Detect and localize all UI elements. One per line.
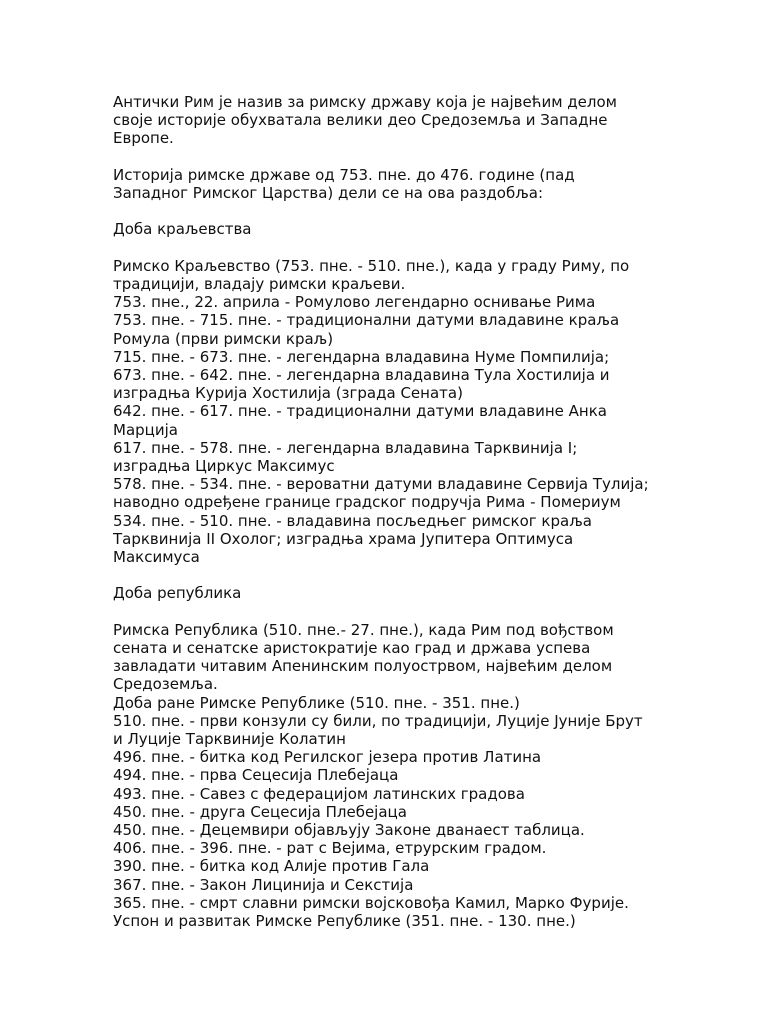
text-line: 367. пне. - Закон Лицинија и Секстија — [113, 875, 414, 894]
text-line: Ромула (први римски краљ) — [113, 329, 334, 348]
text-line: наводно одређене границе градског подручја Рима - Помериум — [113, 493, 621, 512]
text-line: Марција — [113, 420, 178, 439]
text-line: Антички Рим је назив за римску државу која је највећим делом — [113, 93, 617, 111]
text-line: Римско Краљевство (753. пне. - 510. пне.), када у граду Риму, по — [113, 256, 630, 275]
text-line: завладати читавим Апенинским полуострвом, највећим делом — [113, 657, 613, 676]
text-line: своје историје обухватала велики део Средоземља и Западне — [113, 111, 608, 130]
kingdom-section — [113, 257, 658, 566]
text-line: 494. пне. - прва Сецесија Плебејаца — [113, 766, 399, 785]
text-line: сената и сенатске аристократије као град и држава успева — [113, 639, 591, 658]
text-line: 715. пне. - 673. пне. - легендарна владавина Нуме Помпилија; — [113, 347, 610, 366]
kingdom-heading: Доба краљевства — [113, 220, 252, 239]
text-line: Максимуса — [113, 548, 200, 567]
text-line: 496. пне. - битка код Регилског језера против Латина — [113, 748, 542, 767]
text-line: 753. пне. - 715. пне. - традиционални датуми владавине краља — [113, 311, 620, 330]
intro-paragraph — [113, 93, 658, 148]
text-line: изградња Циркус Максимус — [113, 457, 335, 476]
text-line: 673. пне. - 642. пне. - легендарна владавина Тула Хостилија и — [113, 366, 610, 384]
text-line: и Луције Тарквиније Колатин — [113, 730, 346, 749]
text-line: 617. пне. - 578. пне. - легендарна владавина Тарквинија I; — [113, 438, 578, 457]
text-line: 510. пне. - први конзули су били, по традицији, Луције Јуније Брут — [113, 711, 643, 730]
text-line: 450. пне. - Децемвири објављују Законе дванаест таблица. — [113, 821, 585, 840]
text-line: изградња Курија Хостилија (зграда Сената) — [113, 384, 463, 403]
republic-heading: Доба република — [113, 584, 242, 603]
document-page — [113, 93, 658, 930]
text-line: 578. пне. - 534. пне. - вероватни датуми владавине Сервија Тулија; — [113, 475, 649, 494]
text-line: Римска Република (510. пне.- 27. пне.), када Рим под вођством — [113, 620, 614, 639]
republic-section — [113, 621, 658, 930]
text-line: Доба ране Римске Републике (510. пне. - 351. пне.) — [113, 693, 520, 712]
text-line: 534. пне. - 510. пне. - владавина посљедњег римског краља — [113, 511, 592, 530]
text-line: Историја римске државе од 753. пне. до 476. године (пад — [113, 165, 575, 184]
text-line: Тарквинија II Охолог; изградња храма Јупитера Оптимуса — [113, 529, 574, 548]
text-line: Западног Римског Царства) дели се на ова раздобља: — [113, 184, 544, 202]
text-line: 450. пне. - друга Сецесија Плебејаца — [113, 802, 407, 821]
text-line: 753. пне., 22. априла - Ромулово легендарно оснивање Рима — [113, 293, 596, 312]
text-line: 365. пне. - смрт славни римски војсковођа Камил, Марко Фурије. — [113, 893, 629, 912]
text-line: 390. пне. - битка код Алије против Гала — [113, 857, 430, 876]
text-line: 493. пне. - Савез с федерацијом латинских градова — [113, 784, 525, 803]
text-line: 642. пне. - 617. пне. - традиционални датуми владавине Анка — [113, 402, 607, 421]
text-line: традицији, владају римски краљеви. — [113, 274, 406, 293]
history-paragraph — [113, 166, 658, 202]
text-line: Средоземља. — [113, 675, 218, 694]
text-line: Успон и развитак Римске Републике (351. пне. - 130. пне.) — [113, 912, 576, 931]
text-line: Европе. — [113, 129, 174, 148]
text-line: 406. пне. - 396. пне. - рат с Вејима, етрурским градом. — [113, 839, 547, 858]
